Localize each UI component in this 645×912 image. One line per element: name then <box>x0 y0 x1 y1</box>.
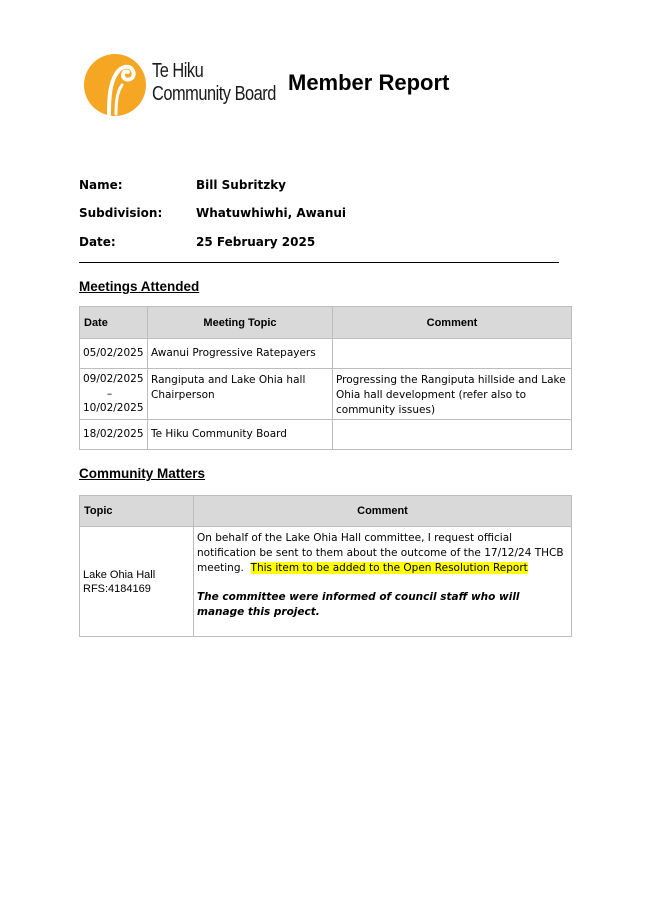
meeting-date: 18/02/2025 <box>80 420 148 450</box>
meeting-topic: Awanui Progressive Ratepayers <box>148 339 333 369</box>
te-hiku-logo-icon <box>83 52 153 118</box>
meeting-topic: Te Hiku Community Board <box>148 420 333 450</box>
name-value: Bill Subritzky <box>196 178 286 192</box>
community-topic <box>80 527 194 637</box>
column-header-topic: Topic <box>80 496 194 527</box>
meetings-header-row <box>80 307 572 339</box>
page-title: Member Report <box>288 70 450 95</box>
meetings-table <box>79 306 572 450</box>
meeting-comment: Progressing the Rangiputa hillside and Lake Ohia hall development (refer also to community issues) <box>333 369 572 420</box>
column-header-meeting-topic: Meeting Topic <box>148 307 333 339</box>
meeting-date-separator: – <box>106 388 113 400</box>
table-row <box>80 339 572 369</box>
community-header-row <box>80 496 572 527</box>
org-name-line2: Community Board <box>152 83 276 105</box>
meeting-comment <box>333 339 572 369</box>
subdivision-value: Whatuwhiwhi, Awanui <box>196 206 347 220</box>
community-heading: Community Matters <box>79 466 206 481</box>
date-label: Date: <box>79 235 116 249</box>
community-topic-name: Lake Ohia Hall <box>83 568 156 581</box>
community-topic-rfs: RFS:4184169 <box>83 582 151 595</box>
meetings-heading: Meetings Attended <box>79 279 200 294</box>
column-header-comment: Comment <box>194 496 572 527</box>
meeting-date-end: 10/02/2025 <box>83 402 144 414</box>
meeting-date: 05/02/2025 <box>80 339 148 369</box>
meeting-comment <box>333 420 572 450</box>
subdivision-label: Subdivision: <box>79 206 163 220</box>
table-row <box>80 369 572 420</box>
comment-note: The committee were informed of council staff who will manage this project. <box>197 591 520 618</box>
community-comment-text <box>197 531 568 576</box>
table-row <box>80 527 572 637</box>
comment-body: On behalf of the Lake Ohia Hall committee, I request official notification be sent to them about the outcome of the 17/12/24 THCB meeting. <box>197 532 564 574</box>
org-name <box>152 60 276 106</box>
column-header-comment: Comment <box>333 307 572 339</box>
divider <box>79 262 559 263</box>
community-comment <box>194 527 572 637</box>
column-header-date: Date <box>80 307 148 339</box>
table-row <box>80 420 572 450</box>
comment-highlight: This item to be added to the Open Resolution Report <box>250 562 528 574</box>
community-table <box>79 495 572 637</box>
name-label: Name: <box>79 178 123 192</box>
org-name-line1: Te Hiku <box>152 60 204 82</box>
meeting-date-range <box>80 369 148 420</box>
meeting-date-start: 09/02/2025 <box>83 373 144 385</box>
meeting-topic: Rangiputa and Lake Ohia hall Chairperson <box>148 369 333 420</box>
date-value: 25 February 2025 <box>196 235 316 249</box>
